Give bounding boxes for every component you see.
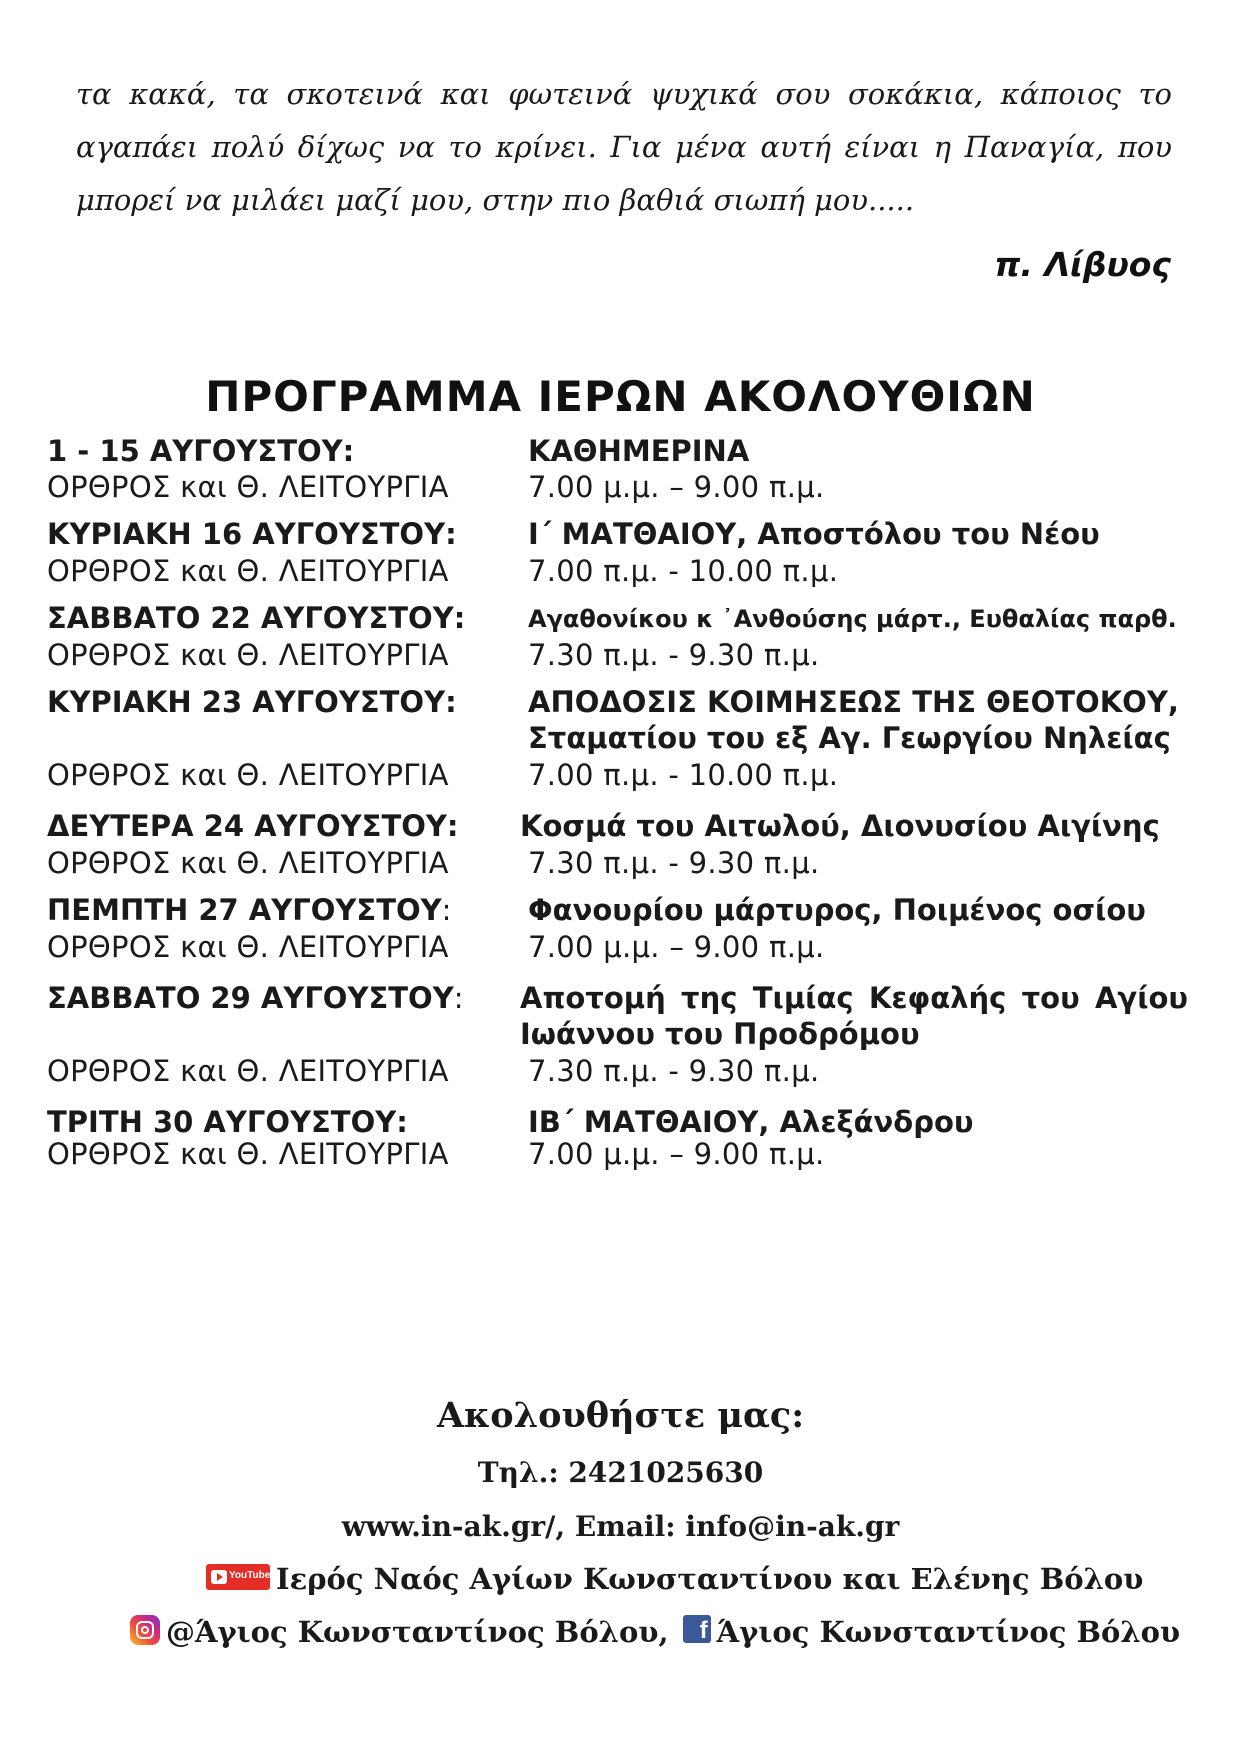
youtube-channel-name[interactable]: Ιερός Ναός Αγίων Κωνσταντίνου και Ελένης Βόλου xyxy=(276,1562,1144,1596)
youtube-link[interactable] xyxy=(206,1562,1143,1596)
schedule-feast-line-2: Ιωάννου του Προδρόμου xyxy=(520,1017,920,1051)
schedule-service: ΟΡΘΡΟΣ και Θ. ΛΕΙΤΟΥΡΓΙΑ xyxy=(47,638,449,672)
schedule-time: 7.30 π.μ. - 9.30 π.μ. xyxy=(528,846,820,880)
schedule-service: ΟΡΘΡΟΣ και Θ. ΛΕΙΤΟΥΡΓΙΑ xyxy=(47,554,449,588)
facebook-icon[interactable]: f xyxy=(683,1615,711,1643)
schedule-service: ΟΡΘΡΟΣ και Θ. ΛΕΙΤΟΥΡΓΙΑ xyxy=(47,470,449,504)
schedule-date-colon: : xyxy=(453,981,464,1015)
instagram-handle[interactable]: @Άγιος Κωνσταντίνος Βόλου, xyxy=(166,1615,669,1649)
schedule-date: ΚΥΡΙΑΚΗ 16 ΑΥΓΟΥΣΤΟΥ: xyxy=(47,517,457,551)
schedule-date: ΣΑΒΒΑΤΟ 22 ΑΥΓΟΥΣΤΟΥ: xyxy=(47,601,466,635)
schedule-feast: Φανουρίου μάρτυρος, Ποιμένος οσίου xyxy=(528,893,1146,927)
schedule-date xyxy=(47,981,464,1015)
schedule-feast: ΚΑΘΗΜΕΡΙΝΑ xyxy=(528,434,750,468)
intro-text xyxy=(76,68,1172,227)
youtube-badge-text: YouTube xyxy=(229,1570,271,1581)
schedule-time: 7.00 μ.μ. – 9.00 π.μ. xyxy=(528,930,825,964)
page-title: ΠΡΟΓΡΑΜΜΑ ΙΕΡΩΝ ΑΚΟΛΟΥΘΙΩΝ xyxy=(205,372,1036,421)
schedule-time: 7.00 μ.μ. – 9.00 π.μ. xyxy=(528,1137,825,1171)
schedule-feast-line-2: Σταματίου του εξ Αγ. Γεωργίου Νηλείας xyxy=(528,721,1171,755)
schedule-time: 7.00 μ.μ. – 9.00 π.μ. xyxy=(528,470,825,504)
schedule-date-colon: : xyxy=(441,893,452,927)
schedule-service: ΟΡΘΡΟΣ και Θ. ΛΕΙΤΟΥΡΓΙΑ xyxy=(47,1137,449,1171)
author-signature: π. Λίβυος xyxy=(994,245,1171,284)
intro-line-3: μπορεί να μιλάει μαζί μου, στην πιο βαθιά σιωπή μου..... xyxy=(76,183,915,217)
schedule-time: 7.30 π.μ. - 9.30 π.μ. xyxy=(528,638,820,672)
schedule-date xyxy=(47,893,451,927)
schedule-feast: Αγαθονίκου κ ᾽Ανθούσης μάρτ., Ευθαλίας παρθ. xyxy=(528,605,1177,633)
schedule-time: 7.30 π.μ. - 9.30 π.μ. xyxy=(528,1054,820,1088)
youtube-icon[interactable] xyxy=(206,1564,270,1590)
instagram-icon[interactable] xyxy=(130,1615,160,1645)
schedule-feast: ΙΒ΄ ΜΑΤΘΑΙΟΥ, Αλεξάνδρου xyxy=(528,1105,974,1139)
schedule-date: 1 - 15 ΑΥΓΟΥΣΤΟΥ: xyxy=(47,434,355,468)
follow-us-heading: Ακολουθήστε μας: xyxy=(436,1395,805,1436)
schedule-service: ΟΡΘΡΟΣ και Θ. ΛΕΙΤΟΥΡΓΙΑ xyxy=(47,846,449,880)
schedule-date: ΔΕΥΤΕΡΑ 24 ΑΥΓΟΥΣΤΟΥ: xyxy=(47,809,459,843)
schedule-date-text: ΣΑΒΒΑΤΟ 29 ΑΥΓΟΥΣΤΟΥ xyxy=(47,981,454,1015)
social-links xyxy=(130,1615,1180,1649)
facebook-page-name[interactable]: Άγιος Κωνσταντίνος Βόλου xyxy=(716,1615,1181,1649)
phone-number: Τηλ.: 2421025630 xyxy=(477,1456,764,1489)
schedule-date: ΤΡΙΤΗ 30 ΑΥΓΟΥΣΤΟΥ: xyxy=(47,1105,408,1139)
schedule-feast: ΑΠΟΔΟΣΙΣ ΚΟΙΜΗΣΕΩΣ ΤΗΣ ΘΕΟΤΟΚΟΥ, xyxy=(528,685,1179,719)
schedule-feast: Κοσμά του Αιτωλού, Διονυσίου Αιγίνης xyxy=(520,809,1160,843)
schedule-time: 7.00 π.μ. - 10.00 π.μ. xyxy=(528,758,839,792)
schedule-time: 7.00 π.μ. - 10.00 π.μ. xyxy=(528,554,839,588)
schedule-service: ΟΡΘΡΟΣ και Θ. ΛΕΙΤΟΥΡΓΙΑ xyxy=(47,758,449,792)
schedule-feast: Αποτομή της Τιμίας Κεφαλής του Αγίου xyxy=(520,981,1188,1015)
intro-line-2: αγαπάει πολύ δίχως να το κρίνει. Για μένα αυτή είναι η Παναγία, που xyxy=(76,130,1172,164)
intro-line-1: τα κακά, τα σκοτεινά και φωτεινά ψυχικά σου σοκάκια, κάποιος το xyxy=(76,77,1172,111)
schedule-service: ΟΡΘΡΟΣ και Θ. ΛΕΙΤΟΥΡΓΙΑ xyxy=(47,1054,449,1088)
schedule-date: ΚΥΡΙΑΚΗ 23 ΑΥΓΟΥΣΤΟΥ: xyxy=(47,685,457,719)
schedule-service: ΟΡΘΡΟΣ και Θ. ΛΕΙΤΟΥΡΓΙΑ xyxy=(47,930,449,964)
website-email[interactable]: www.in-ak.gr/, Email: info@in-ak.gr xyxy=(341,1510,900,1543)
schedule-date-text: ΠΕΜΠΤΗ 27 ΑΥΓΟΥΣΤΟΥ xyxy=(47,893,442,927)
schedule-feast: Ι΄ ΜΑΤΘΑΙΟΥ, Αποστόλου του Νέου xyxy=(528,517,1100,551)
